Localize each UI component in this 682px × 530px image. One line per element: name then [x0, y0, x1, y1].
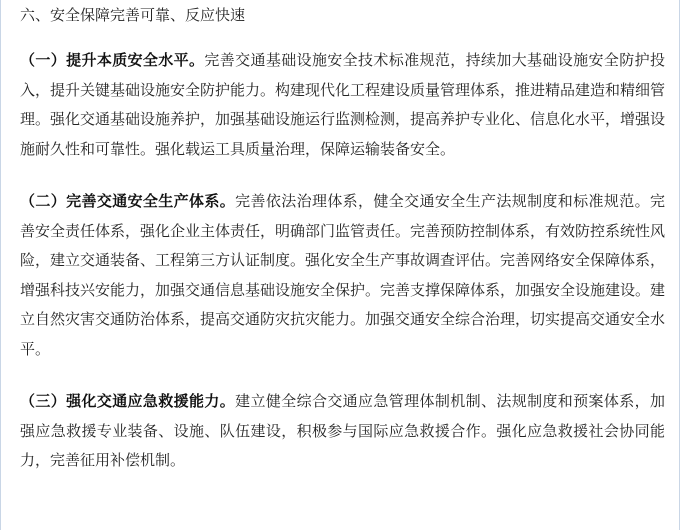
paragraph-2-heading: （二）完善交通安全生产体系。 — [20, 192, 236, 210]
paragraph-1-heading: （一）提升本质安全水平。 — [20, 51, 205, 69]
paragraph-3 — [20, 387, 665, 476]
paragraph-1-body: 完善交通基础设施安全技术标准规范，持续加大基础设施安全防护投入，提升关键基础设施安全防护能力。构建现代化工程建设质量管理体系，推进精品建造和精细管理。强化交通基础设施养护，加强基础设施运行监测检测，提高养护专业化、信息化水平，增强设施耐久性和可靠性。强化载运工具质量治理，保障运输装备安全。 — [20, 51, 666, 158]
paragraph-3-heading: （三）强化交通应急救援能力。 — [20, 392, 236, 410]
paragraph-3-body: 建立健全综合交通应急管理体制机制、法规制度和预案体系，加强应急救援专业装备、设施、队伍建设，积极参与国际应急救援合作。强化应急救援社会协同能力，完善征用补偿机制。 — [20, 392, 665, 469]
paragraph-2-body: 完善依法治理体系，健全交通安全生产法规制度和标准规范。完善安全责任体系，强化企业主体责任，明确部门监管责任。完善预防控制体系，有效防控系统性风险，建立交通装备、工程第三方认证制度。强化安全生产事故调查评估。完善网络安全保障体系，增强科技兴安能力，加强交通信息基础设施安全保护。完善支撑保障体系，加强安全设施建设。建立自然灾害交通防治体系，提高交通防灾抗灾能力。加强交通安全综合治理，切实提高交通安全水平。 — [20, 192, 666, 358]
paragraph-2 — [20, 187, 665, 364]
paragraph-1 — [20, 46, 665, 164]
article-content — [20, 4, 665, 499]
section-title: 六、安全保障完善可靠、反应快速 — [20, 6, 246, 24]
